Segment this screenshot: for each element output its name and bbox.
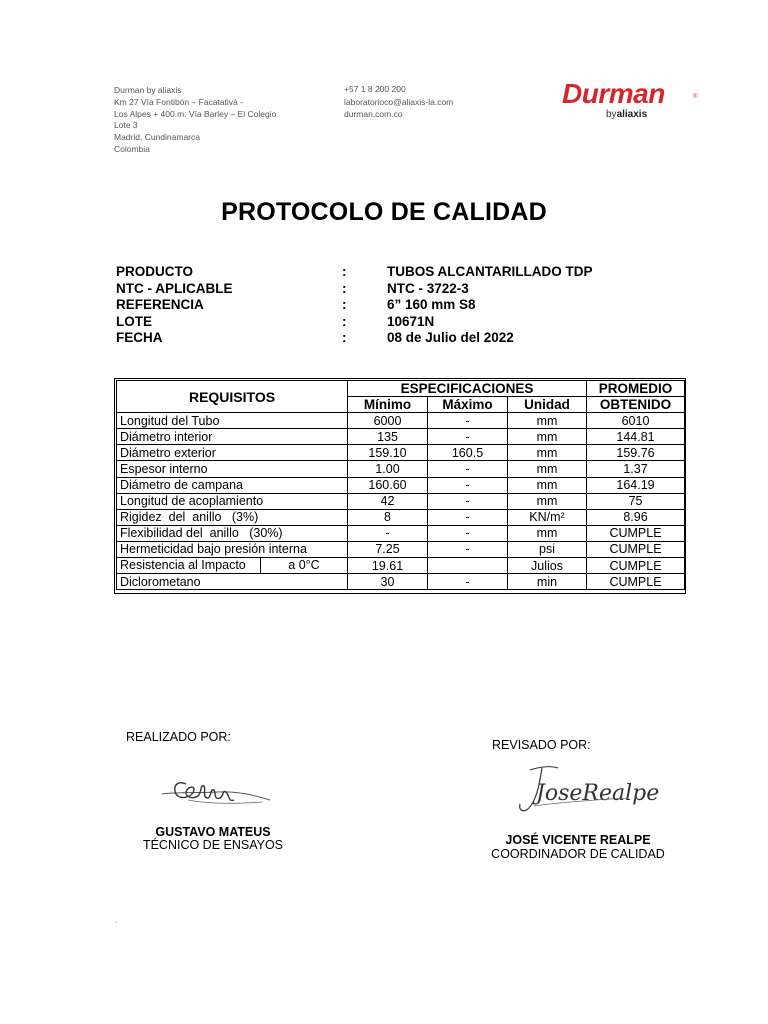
header-obtenido: OBTENIDO — [587, 397, 685, 413]
cell-maximo: - — [428, 413, 508, 429]
cell-maximo: - — [428, 509, 508, 525]
cell-minimo: 160.60 — [348, 477, 428, 493]
contact-phone: +57 1 8 200 200 — [344, 84, 406, 94]
cell-minimo: 1.00 — [348, 461, 428, 477]
cell-minimo: 8 — [348, 509, 428, 525]
signer-left-name: GUSTAVO MATEUS — [155, 825, 271, 839]
cell-promedio: 1.37 — [587, 461, 685, 477]
cell-minimo: 6000 — [348, 413, 428, 429]
table-row — [117, 525, 685, 541]
signature-text: JoseRealpe — [536, 781, 660, 806]
header-unidad: Unidad — [508, 397, 587, 413]
cell-minimo: 30 — [348, 574, 428, 590]
signature-gustavo-mateus — [158, 770, 274, 816]
address-line: Km 27 Vía Fontibón – Facatativá - — [114, 96, 243, 107]
cell-minimo: 7.25 — [348, 541, 428, 557]
cell-requisito: Diámetro de campana — [117, 477, 348, 493]
cell-requisito: Diámetro exterior — [117, 445, 348, 461]
cell-promedio: 75 — [587, 493, 685, 509]
info-label: REFERENCIA — [116, 297, 204, 312]
cell-requisito: Longitud de acoplamiento — [117, 493, 348, 509]
contact-website: durman.com.co — [344, 109, 403, 119]
logo-registered-mark: ® — [693, 94, 698, 100]
cell-maximo — [428, 558, 508, 574]
signer-left-role: TÉCNICO DE ENSAYOS — [142, 838, 284, 852]
cell-unidad: psi — [508, 541, 587, 557]
table-row — [117, 413, 685, 429]
info-separator: : — [342, 280, 347, 296]
cell-unidad: min — [508, 574, 587, 590]
info-value: 10671N — [387, 313, 435, 329]
cell-unidad: mm — [508, 413, 587, 429]
specifications-table — [116, 380, 685, 590]
header-especificaciones: ESPECIFICACIONES — [348, 381, 587, 397]
logo-byline: byaliaxis — [606, 109, 648, 120]
cell-requisito: Flexibilidad del anillo (30%) — [117, 525, 348, 541]
cell-requisito: Hermeticidad bajo presión interna — [117, 541, 348, 557]
address-line: Madrid, Cundinamarca — [114, 132, 200, 143]
header-minimo: Mínimo — [348, 397, 428, 413]
cell-requisito-extra: a 0°C — [288, 558, 320, 573]
cell-requisito: Rigidez del anillo (3%) — [117, 509, 348, 525]
info-separator: : — [342, 313, 347, 329]
cell-maximo: - — [428, 461, 508, 477]
info-label: FECHA — [116, 330, 163, 345]
cell-promedio: 164.19 — [587, 477, 685, 493]
table-row — [117, 558, 685, 574]
cell-unidad: mm — [508, 445, 587, 461]
cell-maximo: - — [428, 429, 508, 445]
revisado-por-label: REVISADO POR: — [492, 738, 591, 752]
cell-minimo: 159.10 — [348, 445, 428, 461]
cell-unidad: Julios — [508, 558, 587, 574]
table-row — [117, 509, 685, 525]
signer-right-name: JOSÉ VICENTE REALPE — [505, 833, 651, 847]
table-row — [117, 477, 685, 493]
address-line: Los Alpes + 400 m. Vía Barley – El Colegio — [114, 108, 277, 119]
info-separator: : — [342, 330, 347, 345]
cell-requisito: Diclorometano — [117, 574, 348, 590]
cell-unidad: mm — [508, 461, 587, 477]
logo-brand: aliaxis — [616, 109, 648, 120]
cell-unidad: KN/m² — [508, 509, 587, 525]
cell-minimo: 19.61 — [348, 558, 428, 574]
durman-logo — [562, 78, 702, 124]
cell-requisito: Longitud del Tubo — [117, 413, 348, 429]
cell-promedio: CUMPLE — [587, 525, 685, 541]
table-row — [117, 493, 685, 509]
page-title: PROTOCOLO DE CALIDAD — [221, 198, 547, 226]
cell-promedio: CUMPLE — [587, 541, 685, 557]
info-label: LOTE — [116, 313, 152, 329]
cell-requisito-main: Resistencia al Impacto — [117, 558, 261, 573]
cell-minimo: 42 — [348, 493, 428, 509]
cell-promedio: 8.96 — [587, 509, 685, 525]
info-value: 08 de Julio del 2022 — [387, 330, 514, 345]
cell-maximo: - — [428, 541, 508, 557]
address-line: Durman by aliaxis — [114, 85, 182, 95]
cell-maximo: - — [428, 574, 508, 590]
logo-wordmark: Durman — [562, 78, 665, 109]
cell-unidad: mm — [508, 477, 587, 493]
cell-promedio: 144.81 — [587, 429, 685, 445]
info-value: 6” 160 mm S8 — [387, 297, 476, 312]
header-promedio: PROMEDIO — [587, 381, 685, 397]
cell-minimo: 135 — [348, 429, 428, 445]
cell-requisito: Espesor interno — [117, 461, 348, 477]
contact-email: laboratorioco@aliaxis-la.com — [344, 96, 454, 107]
table-row — [117, 541, 685, 557]
company-address — [114, 85, 276, 156]
cell-maximo: - — [428, 477, 508, 493]
info-value: TUBOS ALCANTARILLADO TDP — [387, 264, 593, 279]
address-line: Colombia — [114, 143, 150, 154]
info-label: PRODUCTO — [116, 264, 194, 279]
cell-maximo: - — [428, 493, 508, 509]
cell-requisito: Diámetro interior — [117, 429, 348, 445]
realizado-por-label: REALIZADO POR: — [126, 730, 231, 744]
table-row — [117, 574, 685, 590]
cell-promedio: 159.76 — [587, 445, 685, 461]
cell-unidad: mm — [508, 493, 587, 509]
signer-right-role: COORDINADOR DE CALIDAD — [491, 847, 665, 861]
info-separator: : — [342, 297, 347, 312]
info-value: NTC - 3722-3 — [387, 280, 469, 296]
cell-requisito — [117, 558, 348, 574]
cell-promedio: CUMPLE — [587, 558, 685, 574]
info-label: NTC - APLICABLE — [116, 280, 233, 296]
page-mark — [116, 922, 117, 923]
address-line: Lote 3 — [114, 120, 138, 131]
cell-unidad: mm — [508, 525, 587, 541]
cell-promedio: CUMPLE — [587, 574, 685, 590]
cell-promedio: 6010 — [587, 413, 685, 429]
table-row — [117, 429, 685, 445]
company-contact — [344, 83, 453, 121]
header-requisitos: REQUISITOS — [117, 381, 348, 413]
info-separator: : — [342, 264, 347, 279]
cell-maximo: - — [428, 525, 508, 541]
table-row — [117, 461, 685, 477]
cell-minimo: - — [348, 525, 428, 541]
cell-unidad: mm — [508, 429, 587, 445]
header-maximo: Máximo — [428, 397, 508, 413]
cell-maximo: 160.5 — [428, 445, 508, 461]
table-row — [117, 445, 685, 461]
signature-jose-vicente-realpe — [512, 760, 660, 828]
